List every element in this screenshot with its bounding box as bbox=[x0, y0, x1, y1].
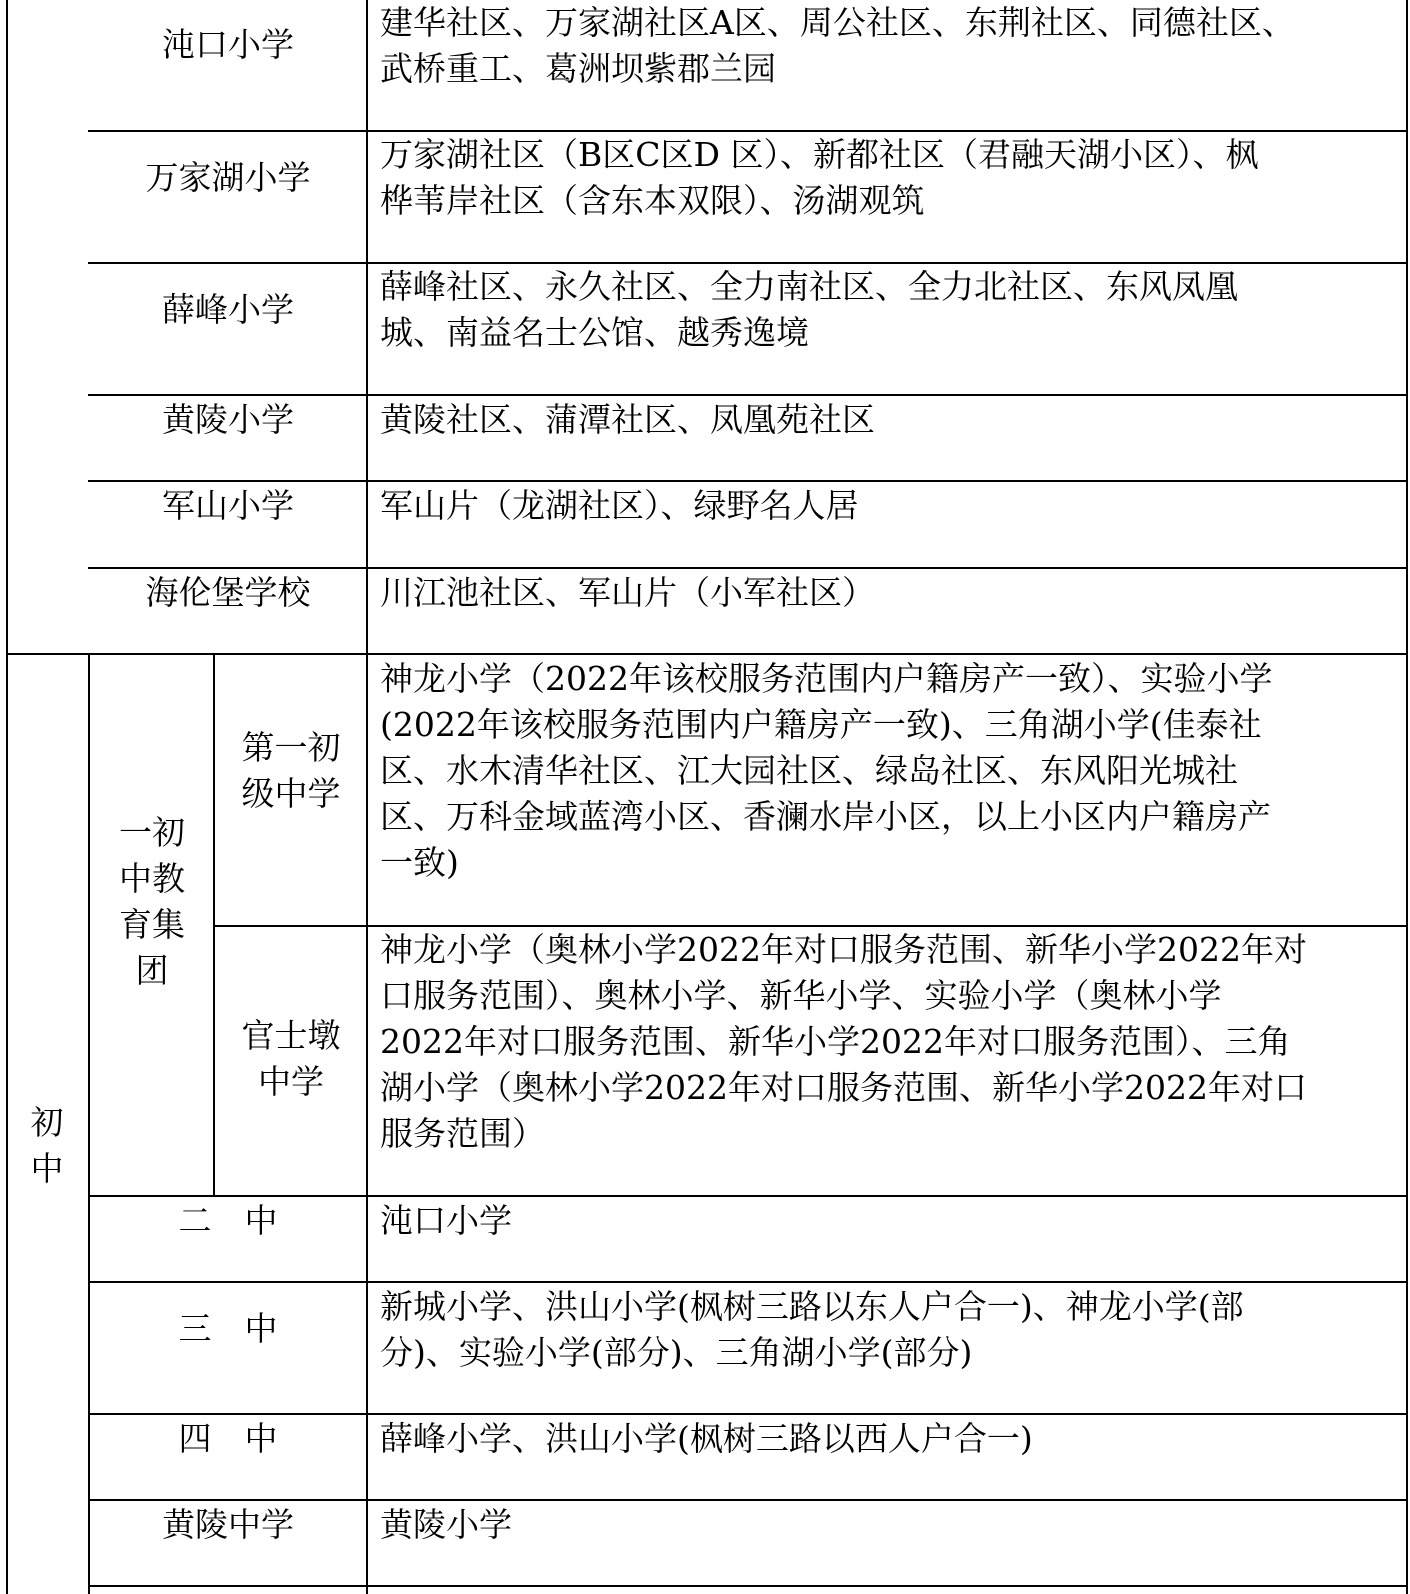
row-divider bbox=[88, 1281, 1408, 1283]
school-name: 军山小学 bbox=[162, 486, 294, 525]
row-divider bbox=[88, 480, 1408, 482]
row-divider bbox=[88, 567, 1408, 569]
group-label: 一初 中教 育集 团 bbox=[119, 813, 185, 990]
service-area: 神龙小学（奥林小学2022年对口服务范围、新华小学2022年对 口服务范围）、奥林小学、新华小学、实验小学（奥林小学 2022年对口服务范围、新华小学2022年对口服务范围）、三角 湖小学（奥林小学2022年对口服务范围、新华小学2022年对口 服务范围） bbox=[380, 930, 1307, 1153]
school-name: 二 中 bbox=[178, 1201, 278, 1240]
school-name: 沌口小学 bbox=[162, 25, 294, 64]
row-divider bbox=[88, 1499, 1408, 1501]
row-divider bbox=[88, 394, 1408, 396]
school-name: 薛峰小学 bbox=[162, 290, 294, 329]
service-area: 黄陵社区、蒲潭社区、凤凰苑社区 bbox=[380, 400, 875, 439]
school-name: 第一初 级中学 bbox=[241, 728, 341, 813]
row-divider bbox=[88, 1585, 1408, 1587]
school-name: 黄陵小学 bbox=[162, 400, 294, 439]
service-area: 建华社区、万家湖社区A区、周公社区、东荆社区、同德社区、 武桥重工、葛洲坝紫郡兰园 bbox=[380, 3, 1295, 88]
service-area: 薛峰小学、洪山小学(枫树三路以西人户合一) bbox=[380, 1419, 1033, 1458]
school-name: 四 中 bbox=[178, 1419, 278, 1458]
school-name: 万家湖小学 bbox=[145, 158, 311, 197]
school-name: 官士墩 中学 bbox=[241, 1016, 341, 1101]
service-area: 川江池社区、军山片（小军社区） bbox=[380, 573, 875, 612]
service-area: 神龙小学（2022年该校服务范围内户籍房产一致）、实验小学 (2022年该校服务范围内户籍房产一致)、三角湖小学(佳泰社 区、水木清华社区、江大园社区、绿岛社区、东风阳光城社 区、万科金域蓝湾小区、香澜水岸小区，以上小区内户籍房产 一致) bbox=[380, 659, 1273, 882]
school-name: 三 中 bbox=[178, 1309, 278, 1348]
service-area: 新城小学、洪山小学(枫树三路以东人户合一)、神龙小学(部 分)、实验小学(部分)、三角湖小学(部分) bbox=[380, 1287, 1244, 1372]
row-divider bbox=[88, 1195, 1408, 1197]
school-name: 黄陵中学 bbox=[162, 1505, 294, 1544]
service-area: 军山片（龙湖社区）、绿野名人居 bbox=[380, 486, 859, 525]
service-area: 薛峰社区、永久社区、全力南社区、全力北社区、东风凤凰 城、南益名士公馆、越秀逸境 bbox=[380, 267, 1238, 352]
table-border-left bbox=[6, 0, 8, 1594]
service-area: 沌口小学 bbox=[380, 1201, 512, 1240]
section-divider bbox=[6, 653, 1408, 655]
school-name: 海伦堡学校 bbox=[145, 573, 311, 612]
service-area: 万家湖社区（B区C区D 区）、新都社区（君融天湖小区）、枫 桦苇岸社区（含东本双限）、汤湖观筑 bbox=[380, 135, 1259, 220]
service-area: 黄陵小学 bbox=[380, 1505, 512, 1544]
level-label: 初 中 bbox=[30, 1103, 64, 1188]
table-border-right bbox=[1406, 0, 1408, 1594]
row-divider bbox=[88, 1413, 1408, 1415]
